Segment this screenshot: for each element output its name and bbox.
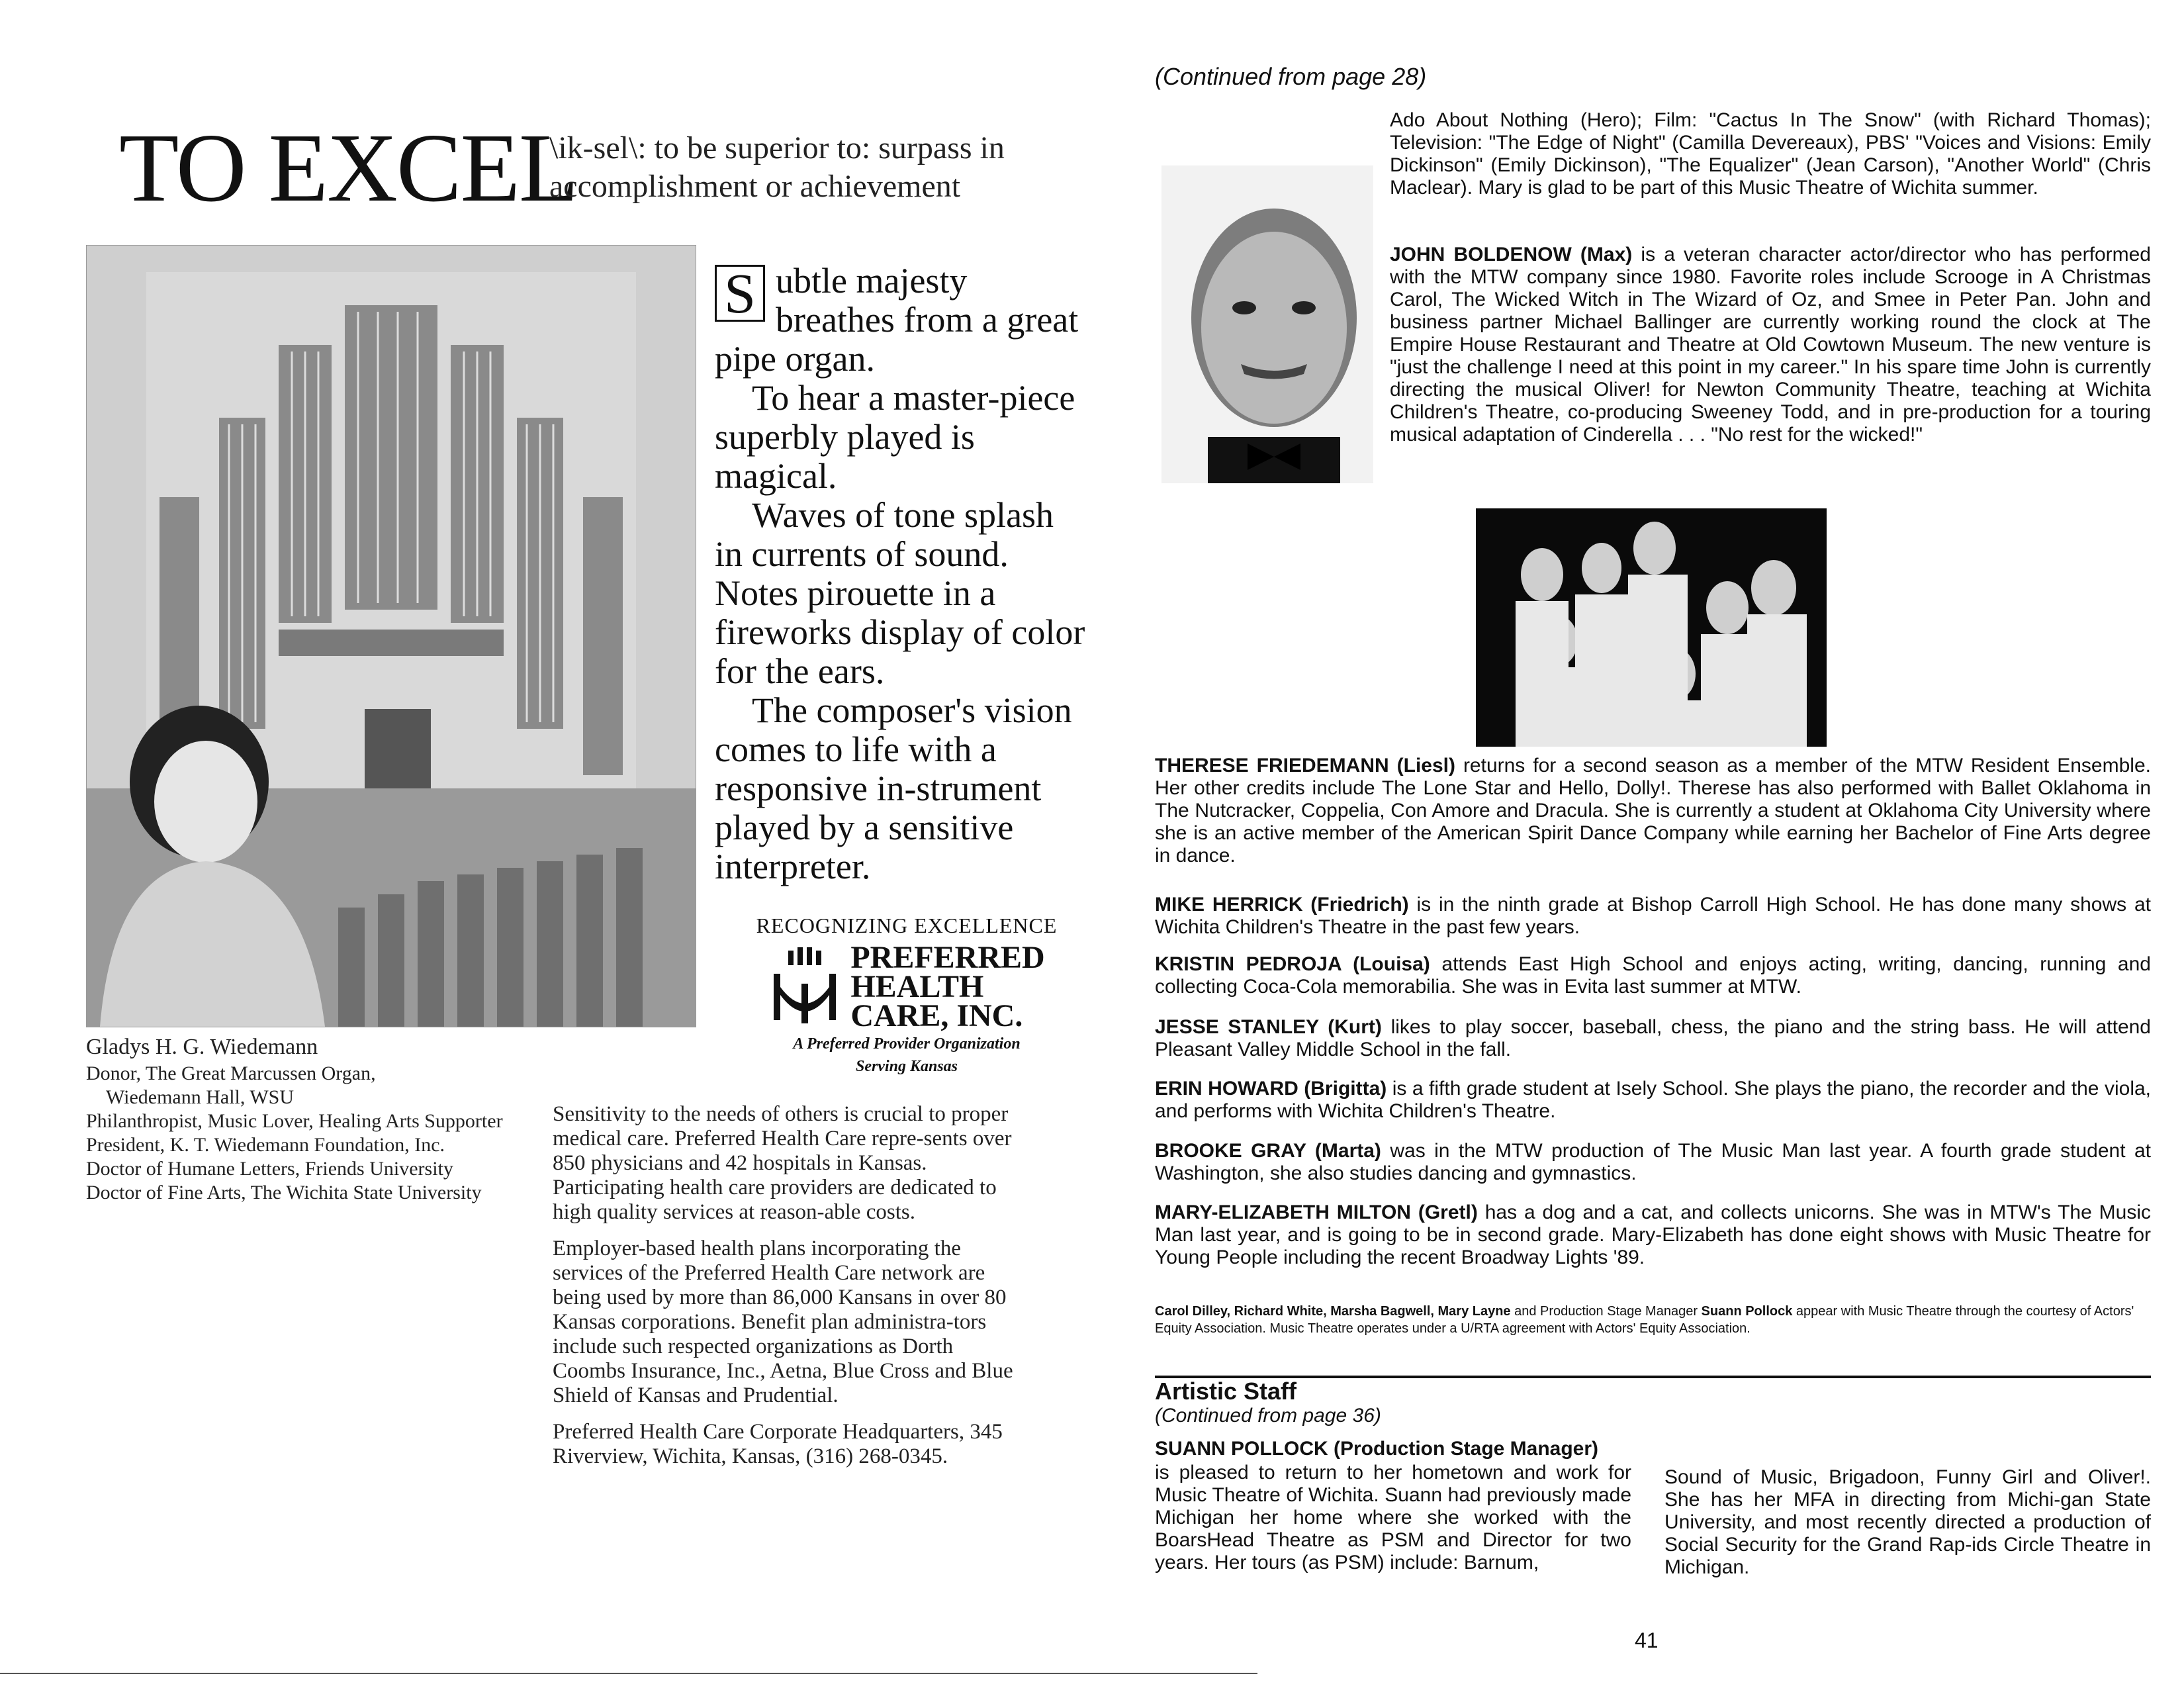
logo-tagline: A Preferred Provider Organization <box>793 1035 1021 1053</box>
staff-bio-column: Sound of Music, Brigadoon, Funny Girl and Oliver!. She has her MFA in directing from Michi-gan State University, and most recently directed a production of Social Security for the Grand Rap-ids Circle Theatre in Michigan. <box>1664 1466 2151 1578</box>
photo-caption <box>86 1033 563 1205</box>
boldenow-headshot <box>1161 165 1373 483</box>
poem-paragraph: The composer's vision comes to life with a responsive in-strument played by a sensitive interpreter. <box>715 690 1072 886</box>
logo-line: CARE, INC. <box>850 998 1023 1033</box>
equity-note <box>1155 1303 2151 1337</box>
bio-text: is in the ninth grade at Bishop Carroll High School. He has done many shows at Wichita Children's Theatre in the past few years. <box>1155 894 2151 938</box>
section-divider <box>1155 1376 2151 1378</box>
bio-name: ERIN HOWARD (Brigitta) <box>1155 1078 1387 1100</box>
page-number: 41 <box>1635 1628 1659 1652</box>
equity-text: and Production Stage Manager <box>1514 1304 1698 1319</box>
cast-bio <box>1155 1201 2151 1269</box>
ad-title: TO EXCEL <box>119 114 578 222</box>
caption-line: Philanthropist, Music Lover, Healing Arts Supporter <box>86 1110 503 1132</box>
staff-bio-column: is pleased to return to her hometown and work for Music Theatre of Wichita. Suann had previously made Michigan her home where she worked with the BoarsHead Theatre as PSM and Director for two years. Her tours (as PSM) include: Barnum, <box>1155 1462 1631 1573</box>
children-cast-photo <box>1476 508 1827 747</box>
cast-bio <box>1155 894 2151 939</box>
equity-pollock: Suann Pollock <box>1701 1304 1793 1319</box>
ad-paragraph: Employer-based health plans incorporating the services of the Preferred Health Care network are being used by more than 86,000 Kansans in over 80 Kansas corporations. Benefit plan administra-tors include such respected organizations as Dorth Coombs Insurance, Inc., Aetna, Blue Cross and Blue Shield of Kansas and Prudential. <box>553 1237 1013 1407</box>
caption-line: Donor, The Great Marcussen Organ, <box>86 1062 376 1084</box>
caption-name: Gladys H. G. Wiedemann <box>86 1035 318 1059</box>
caption-line: President, K. T. Wiedemann Foundation, Inc. <box>86 1134 445 1156</box>
bio-name: JOHN BOLDENOW (Max) <box>1390 244 1633 265</box>
boldenow-bio <box>1390 244 2151 446</box>
ad-poem <box>715 261 1085 886</box>
cast-bio <box>1155 755 2151 867</box>
logo-tagline: Serving Kansas <box>855 1058 958 1075</box>
caption-line: Wiedemann Hall, WSU <box>106 1086 295 1108</box>
bio-text: is a fifth grade student at Isely School. She plays the piano, the recorder and the viola, and performs with Wichita Children's Theatre. <box>1155 1078 2152 1122</box>
bio-text: is a veteran character actor/director who has performed with the MTW company since 1980. Favorite roles include Scrooge in A Christmas Carol, The Wicked Witch in The Wizard of Oz, and Smee in Peter Pan. John and business partner Michael Ballinger are currently working round the clock at The Empire House Restaurant and Theatre at Old Cowtown Museum. The new venture is "just the challenge I need at this point in my career." In his spare time John is currently directing the musical Oliver! for Newton Community Theatre, teaching at Wichita Children's Theatre, co-producing Sweeney Todd, and in pre-production for a touring musical adaptation of Cinderella . . . "No rest for the wicked!" <box>1390 244 2151 445</box>
logo-line: HEALTH <box>850 969 984 1004</box>
page-edge-line <box>0 1673 1257 1674</box>
poem-paragraph: To hear a master-piece superbly played is magical. <box>715 378 1075 496</box>
pipe-organ-image <box>87 246 696 1027</box>
bio-name: MIKE HERRICK (Friedrich) <box>1155 894 1409 915</box>
logo-line: PREFERRED <box>850 940 1045 975</box>
bio-name: SUANN POLLOCK (Production Stage Manager) <box>1155 1438 1599 1460</box>
bio-text: likes to play soccer, baseball, chess, the piano and the string bass. He will attend Pleasant Valley Middle School in the fall. <box>1155 1016 2151 1060</box>
bio-text: attends East High School and enjoys acting, writing, dancing, running and collecting Coca-Cola memorabilia. She was in Evita last summer at MTW. <box>1155 953 2151 998</box>
bio-name: KRISTIN PEDROJA (Louisa) <box>1155 953 1430 975</box>
logo-kicker: RECOGNIZING EXCELLENCE <box>756 914 1058 937</box>
organ-photo <box>86 245 696 1027</box>
ad-body <box>553 1102 1029 1481</box>
preferred-health-care-logo <box>748 914 1066 1076</box>
equity-text: appear with Music Theatre through the courtesy of Actors' Equity Association. Music Theatre operates under a U/RTA agreement with Actors' Equity Association. <box>1155 1304 2134 1336</box>
drop-cap: S <box>715 265 765 322</box>
bio-name: BROOKE GRAY (Marta) <box>1155 1140 1381 1162</box>
group-photo-image <box>1476 508 1827 747</box>
poem-paragraph: Waves of tone splash in currents of sound. Notes pirouette in a fireworks display of color for the ears. <box>715 495 1085 691</box>
poem-line: ubtle majesty breathes from a great pipe organ. <box>715 261 1079 379</box>
bio-name: JESSE STANLEY (Kurt) <box>1155 1016 1382 1038</box>
equity-names: Carol Dilley, Richard White, Marsha Bagwell, Mary Layne <box>1155 1304 1511 1319</box>
bio-text: has a dog and a cat, and collects unicorns. She was in MTW's The Music Man last year, and is going to be in second grade. Mary-Elizabeth has done eight shows with Music Theatre for Young People including the recent Broadway Lights '89. <box>1155 1201 2151 1268</box>
ad-paragraph: Sensitivity to the needs of others is crucial to proper medical care. Preferred Health Care repre-sents over 850 physicians and 42 hospitals in Kansas. Participating health care providers are dedicated to high quality services at reason-able costs. <box>553 1102 1012 1224</box>
bio-continuation: Ado About Nothing (Hero); Film: "Cactus In The Snow" (with Richard Thomas); Television: "The Edge of Night" (Camilla Devereaux), PBS' "Voices and Visions: Emily Dickinson" (Emily Dickinson), "The Equalizer" (Jean Carson), "Another World" (Chris Maclear). Mary is glad to be part of this Music Theatre of Wichita summer. <box>1390 109 2151 199</box>
bio-name: MARY-ELIZABETH MILTON (Gretl) <box>1155 1201 1478 1223</box>
cast-bio <box>1155 1016 2151 1061</box>
continued-note: (Continued from page 28) <box>1155 63 1427 90</box>
tree-hands-icon <box>768 947 841 1027</box>
bio-text: was in the MTW production of The Music Man last year. A fourth grade student at Washington, she also studies dancing and gymnastics. <box>1155 1140 2151 1184</box>
headshot-image <box>1161 165 1373 483</box>
bio-name: THERESE FRIEDEMANN (Liesl) <box>1155 755 1455 776</box>
caption-line: Doctor of Humane Letters, Friends University <box>86 1158 453 1180</box>
section-heading: Artistic Staff <box>1155 1378 1297 1405</box>
cast-bio <box>1155 953 2151 998</box>
bio-text: returns for a second season as a member of the MTW Resident Ensemble. Her other credits include The Lone Star and Hello, Dolly!. Therese has also performed with Ballet Oklahoma in The Nutcracker, Coppelia, Con Amore and Dracula. She is currently a student at Oklahoma City University where she is an active member of the American Spirit Dance Company while earning her Bachelor of Fine Arts degree in dance. <box>1155 755 2151 867</box>
definition-text: \ik-sel\: to be superior to: surpass in accomplishment or achievement <box>549 130 1005 204</box>
caption-line: Doctor of Fine Arts, The Wichita State University <box>86 1182 482 1203</box>
cast-bio <box>1155 1140 2151 1185</box>
cast-bio <box>1155 1078 2151 1123</box>
ad-paragraph: Preferred Health Care Corporate Headquarters, 345 Riverview, Wichita, Kansas, (316) 268-0345. <box>553 1420 1003 1468</box>
continued-note: (Continued from page 36) <box>1155 1405 1381 1427</box>
